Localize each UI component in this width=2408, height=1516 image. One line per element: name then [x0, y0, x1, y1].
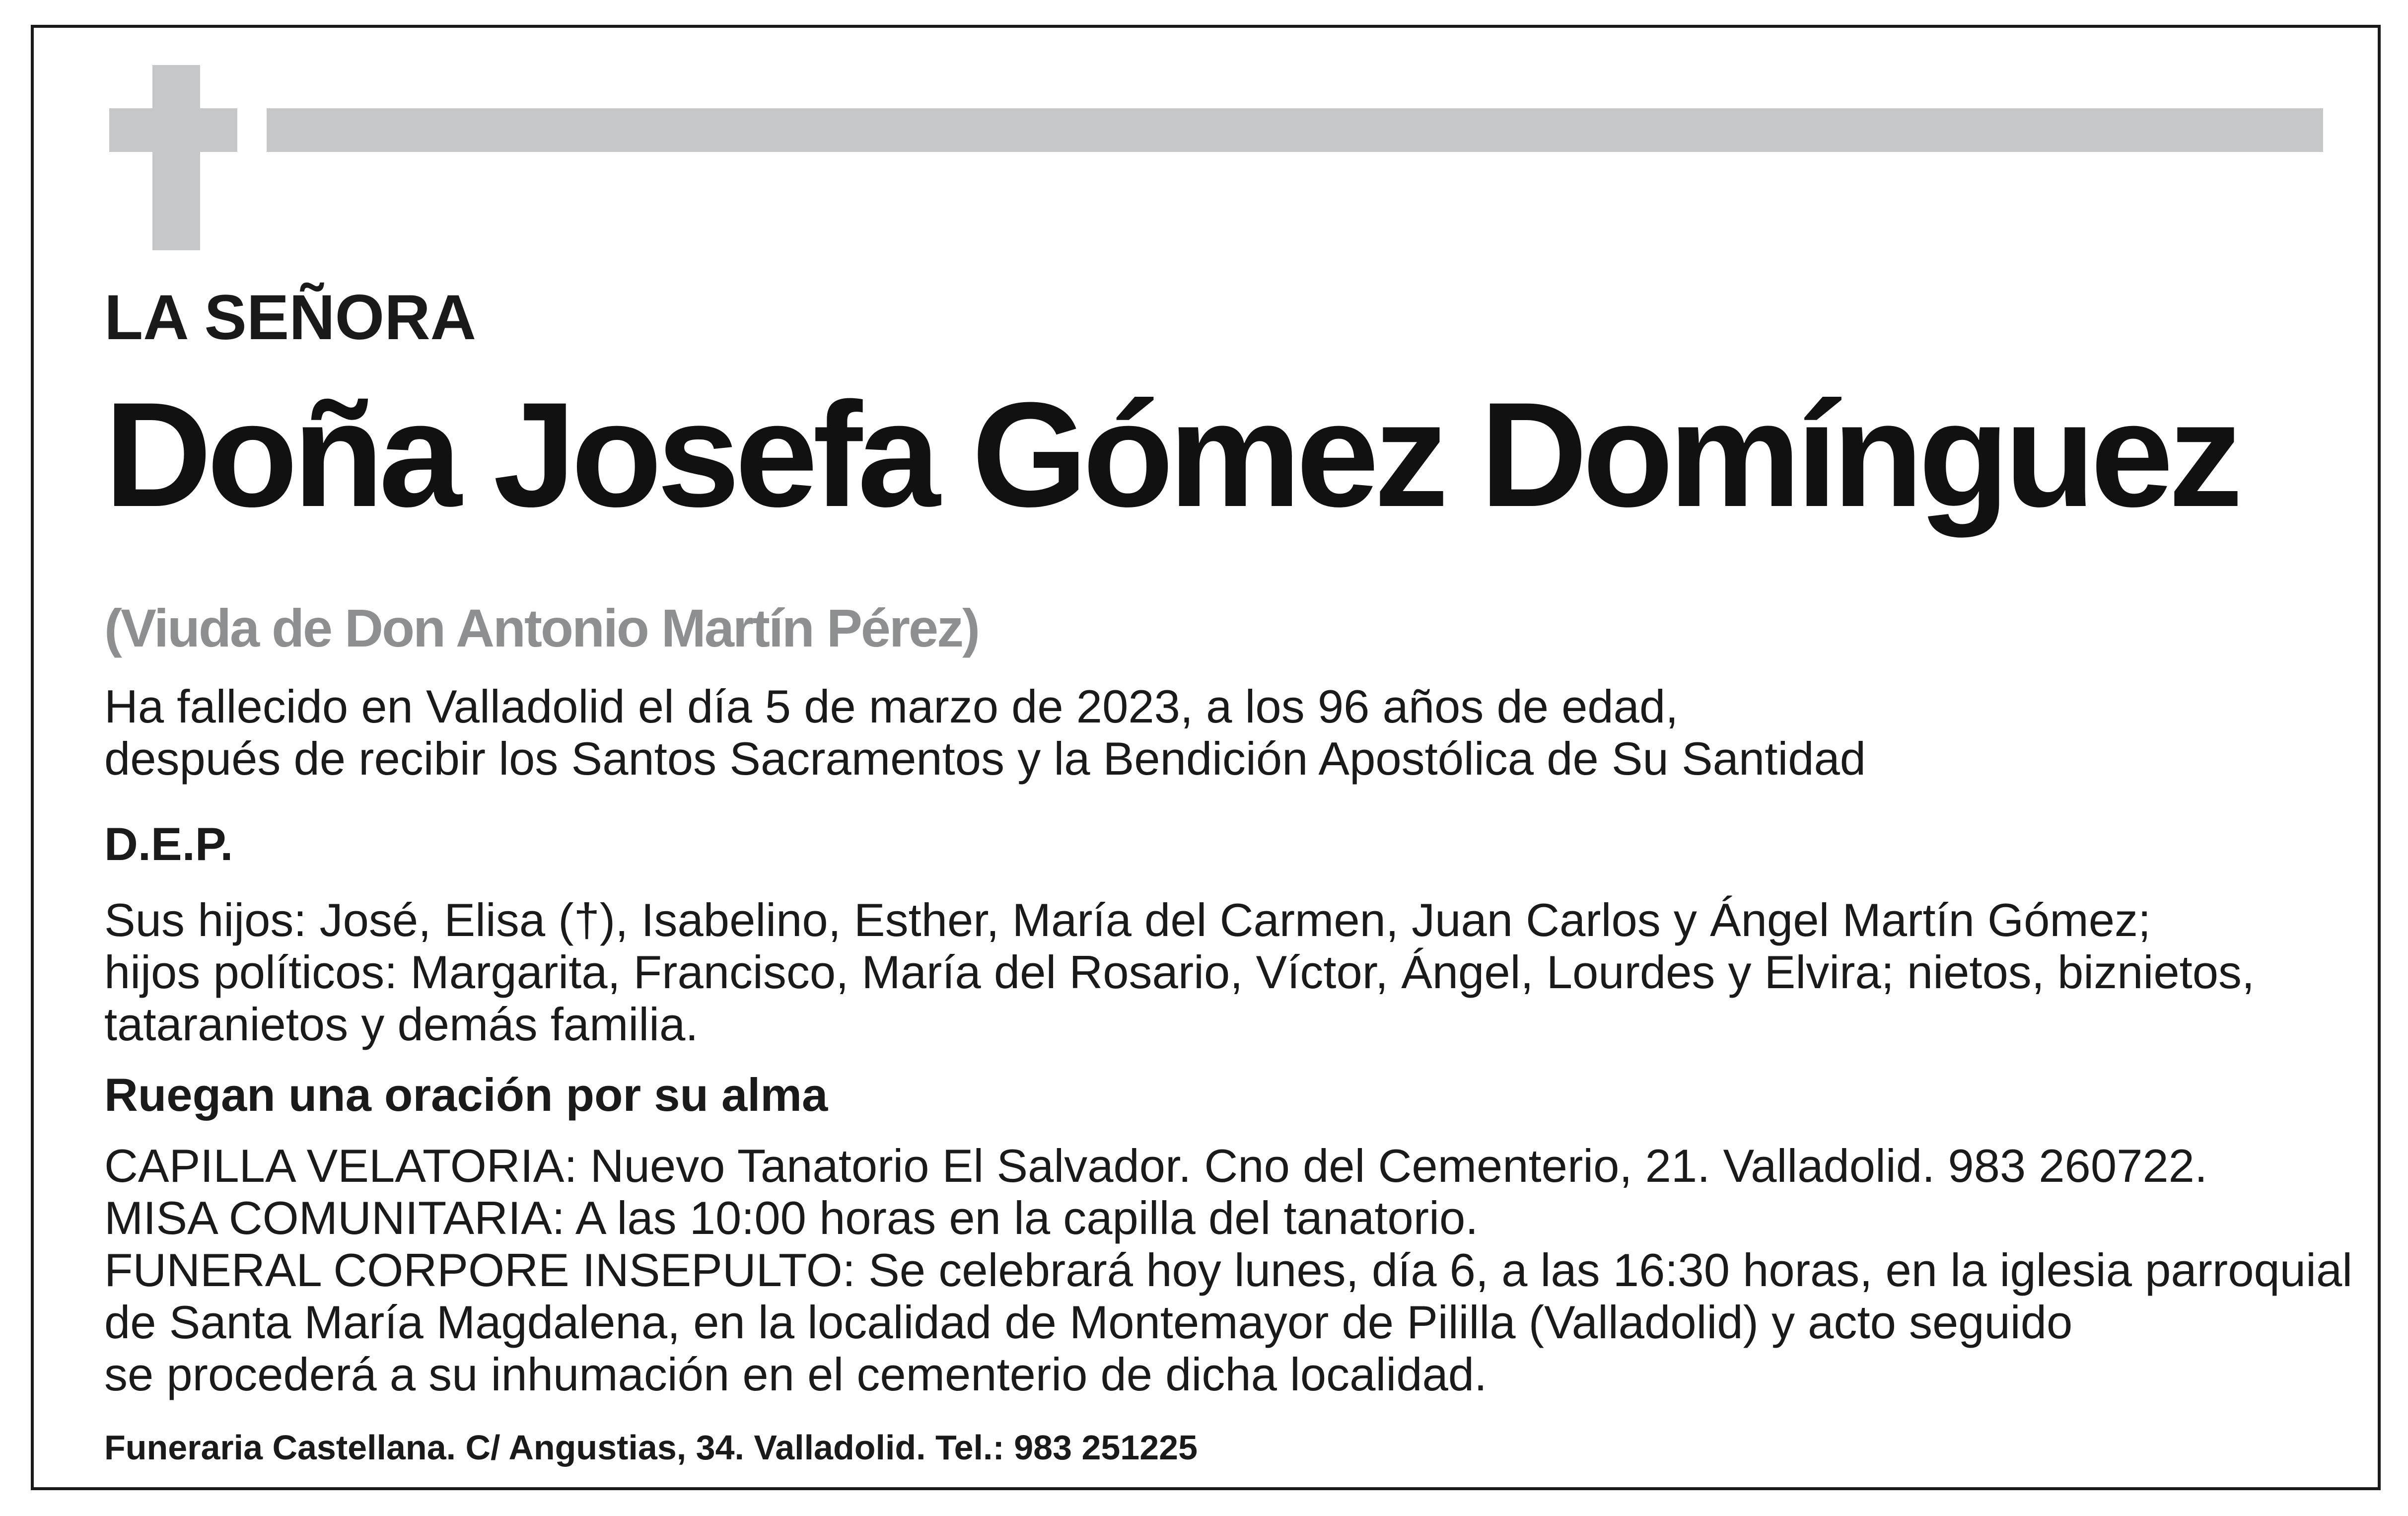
- cross-horizontal-bar: [109, 108, 237, 152]
- prayer-request: Ruegan una oración por su alma: [104, 1069, 828, 1121]
- funeral-details: [104, 1140, 2352, 1400]
- funeral-home-footer: Funeraria Castellana. C/ Angustias, 34. Valladolid. Tel.: 983 251225: [104, 1428, 1198, 1467]
- widow-subtitle: (Viuda de Don Antonio Martín Pérez): [104, 598, 979, 658]
- cross-vertical-bar: [152, 65, 200, 250]
- family-line: hijos políticos: Margarita, Francisco, María del Rosario, Víctor, Ángel, Lourdes y Elvira; nietos, biznietos,: [104, 946, 2255, 998]
- family-list: [104, 894, 2255, 1050]
- details-line: se procederá a su inhumación en el cementerio de dicha localidad.: [104, 1348, 1487, 1400]
- deceased-name: Doña Josefa Gómez Domínguez: [104, 371, 2238, 538]
- dep-heading: D.E.P.: [104, 818, 233, 870]
- title-label: LA SEÑORA: [104, 282, 477, 353]
- header-rule: [267, 108, 2323, 152]
- details-line: MISA COMUNITARIA: A las 10:00 horas en la capilla del tanatorio.: [104, 1192, 1479, 1244]
- announcement-line: Ha fallecido en Valladolid el día 5 de marzo de 2023, a los 96 años de edad,: [104, 680, 1679, 732]
- family-line: Sus hijos: José, Elisa (†), Isabelino, Esther, María del Carmen, Juan Carlos y Ángel Martín Gómez;: [104, 894, 2151, 946]
- details-line: FUNERAL CORPORE INSEPULTO: Se celebrará hoy lunes, día 6, a las 16:30 horas, en la iglesia parroquial: [104, 1244, 2353, 1296]
- details-line: de Santa María Magdalena, en la localidad de Montemayor de Pililla (Valladolid) y acto seguido: [104, 1296, 2073, 1348]
- announcement-line: después de recibir los Santos Sacramentos y la Bendición Apostólica de Su Santidad: [104, 732, 1866, 785]
- death-announcement: [104, 680, 1866, 785]
- family-line: tataranietos y demás familia.: [104, 998, 699, 1050]
- details-line: CAPILLA VELATORIA: Nuevo Tanatorio El Salvador. Cno del Cementerio, 21. Valladolid. 983 260722.: [104, 1140, 2208, 1192]
